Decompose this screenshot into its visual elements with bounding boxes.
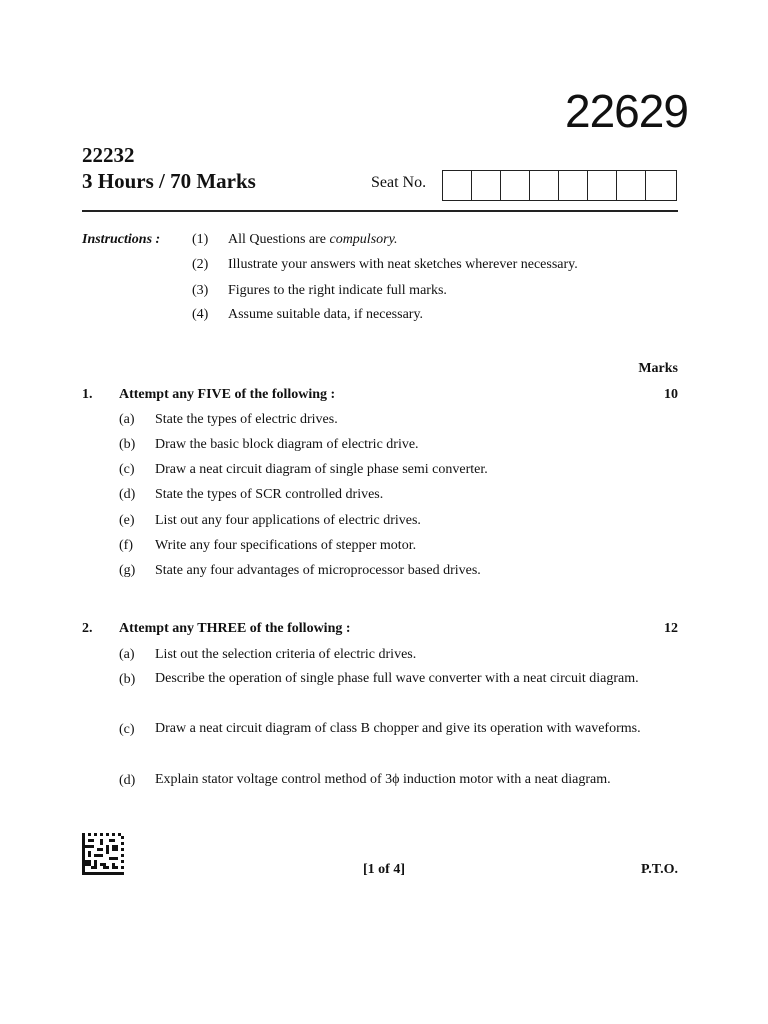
sub-question-label: (b) <box>119 672 136 687</box>
sub-question-label: (c) <box>119 722 135 737</box>
seat-digit-box[interactable] <box>530 171 559 200</box>
sub-question-text: Explain stator voltage control method of 3ϕ induction motor with a neat diagram. <box>155 772 611 787</box>
marks-column-heading: Marks <box>638 361 678 376</box>
seat-digit-box[interactable] <box>617 171 646 200</box>
question-marks: 10 <box>664 387 678 402</box>
instruction-text: All Questions are compulsory. <box>228 232 398 247</box>
question-heading: Attempt any THREE of the following : <box>119 621 351 636</box>
instruction-number: (2) <box>192 257 209 272</box>
sub-question-label: (f) <box>119 538 133 553</box>
instruction-text: Illustrate your answers with neat sketches wherever necessary. <box>228 257 578 272</box>
sub-question-label: (a) <box>119 647 135 662</box>
sub-question-text: Draw the basic block diagram of electric drive. <box>155 437 419 452</box>
instruction-number: (4) <box>192 307 209 322</box>
seat-number-boxes[interactable] <box>442 170 677 201</box>
sub-question-label: (d) <box>119 487 136 502</box>
sub-question-text: Describe the operation of single phase full wave converter with a neat circuit diagram. <box>155 671 639 686</box>
seat-digit-box[interactable] <box>588 171 617 200</box>
sub-question-label: (a) <box>119 412 135 427</box>
sub-question-text: List out the selection criteria of electric drives. <box>155 647 417 662</box>
sub-question-text: Write any four specifications of stepper motor. <box>155 538 417 553</box>
sub-question-label: (d) <box>119 773 136 788</box>
header-divider <box>82 210 678 212</box>
sub-question-text: State the types of electric drives. <box>155 412 338 427</box>
instructions-label: Instructions : <box>82 232 161 247</box>
instruction-text: Figures to the right indicate full marks. <box>228 283 447 298</box>
sub-question-text: Draw a neat circuit diagram of single phase semi converter. <box>155 462 488 477</box>
instruction-text: Assume suitable data, if necessary. <box>228 307 424 322</box>
seat-digit-box[interactable] <box>646 171 676 200</box>
sub-question-label: (b) <box>119 437 136 452</box>
seat-digit-box[interactable] <box>559 171 588 200</box>
seat-number-label: Seat No. <box>371 174 427 191</box>
instruction-emphasis: compulsory. <box>329 232 398 247</box>
paper-code: 22232 <box>82 143 135 167</box>
sub-question-text: State the types of SCR controlled drives. <box>155 487 384 502</box>
sub-question-text: Draw a neat circuit diagram of class B chopper and give its operation with waveforms. <box>155 721 641 736</box>
sub-question-label: (c) <box>119 462 135 477</box>
question-number: 2. <box>82 621 93 636</box>
duration-marks: 3 Hours / 70 Marks <box>82 169 256 193</box>
instruction-number: (3) <box>192 283 209 298</box>
sub-question-text: List out any four applications of electric drives. <box>155 513 421 528</box>
page-number: [1 of 4] <box>363 862 405 877</box>
sub-question-label: (g) <box>119 563 136 578</box>
seat-digit-box[interactable] <box>472 171 501 200</box>
paper-id-large: 22629 <box>565 85 688 137</box>
question-number: 1. <box>82 387 93 402</box>
seat-digit-box[interactable] <box>443 171 472 200</box>
question-heading: Attempt any FIVE of the following : <box>119 387 336 402</box>
please-turn-over: P.T.O. <box>641 862 678 877</box>
sub-question-label: (e) <box>119 513 135 528</box>
question-marks: 12 <box>664 621 678 636</box>
instruction-number: (1) <box>192 232 209 247</box>
sub-question-text: State any four advantages of microprocessor based drives. <box>155 563 481 578</box>
seat-digit-box[interactable] <box>501 171 530 200</box>
